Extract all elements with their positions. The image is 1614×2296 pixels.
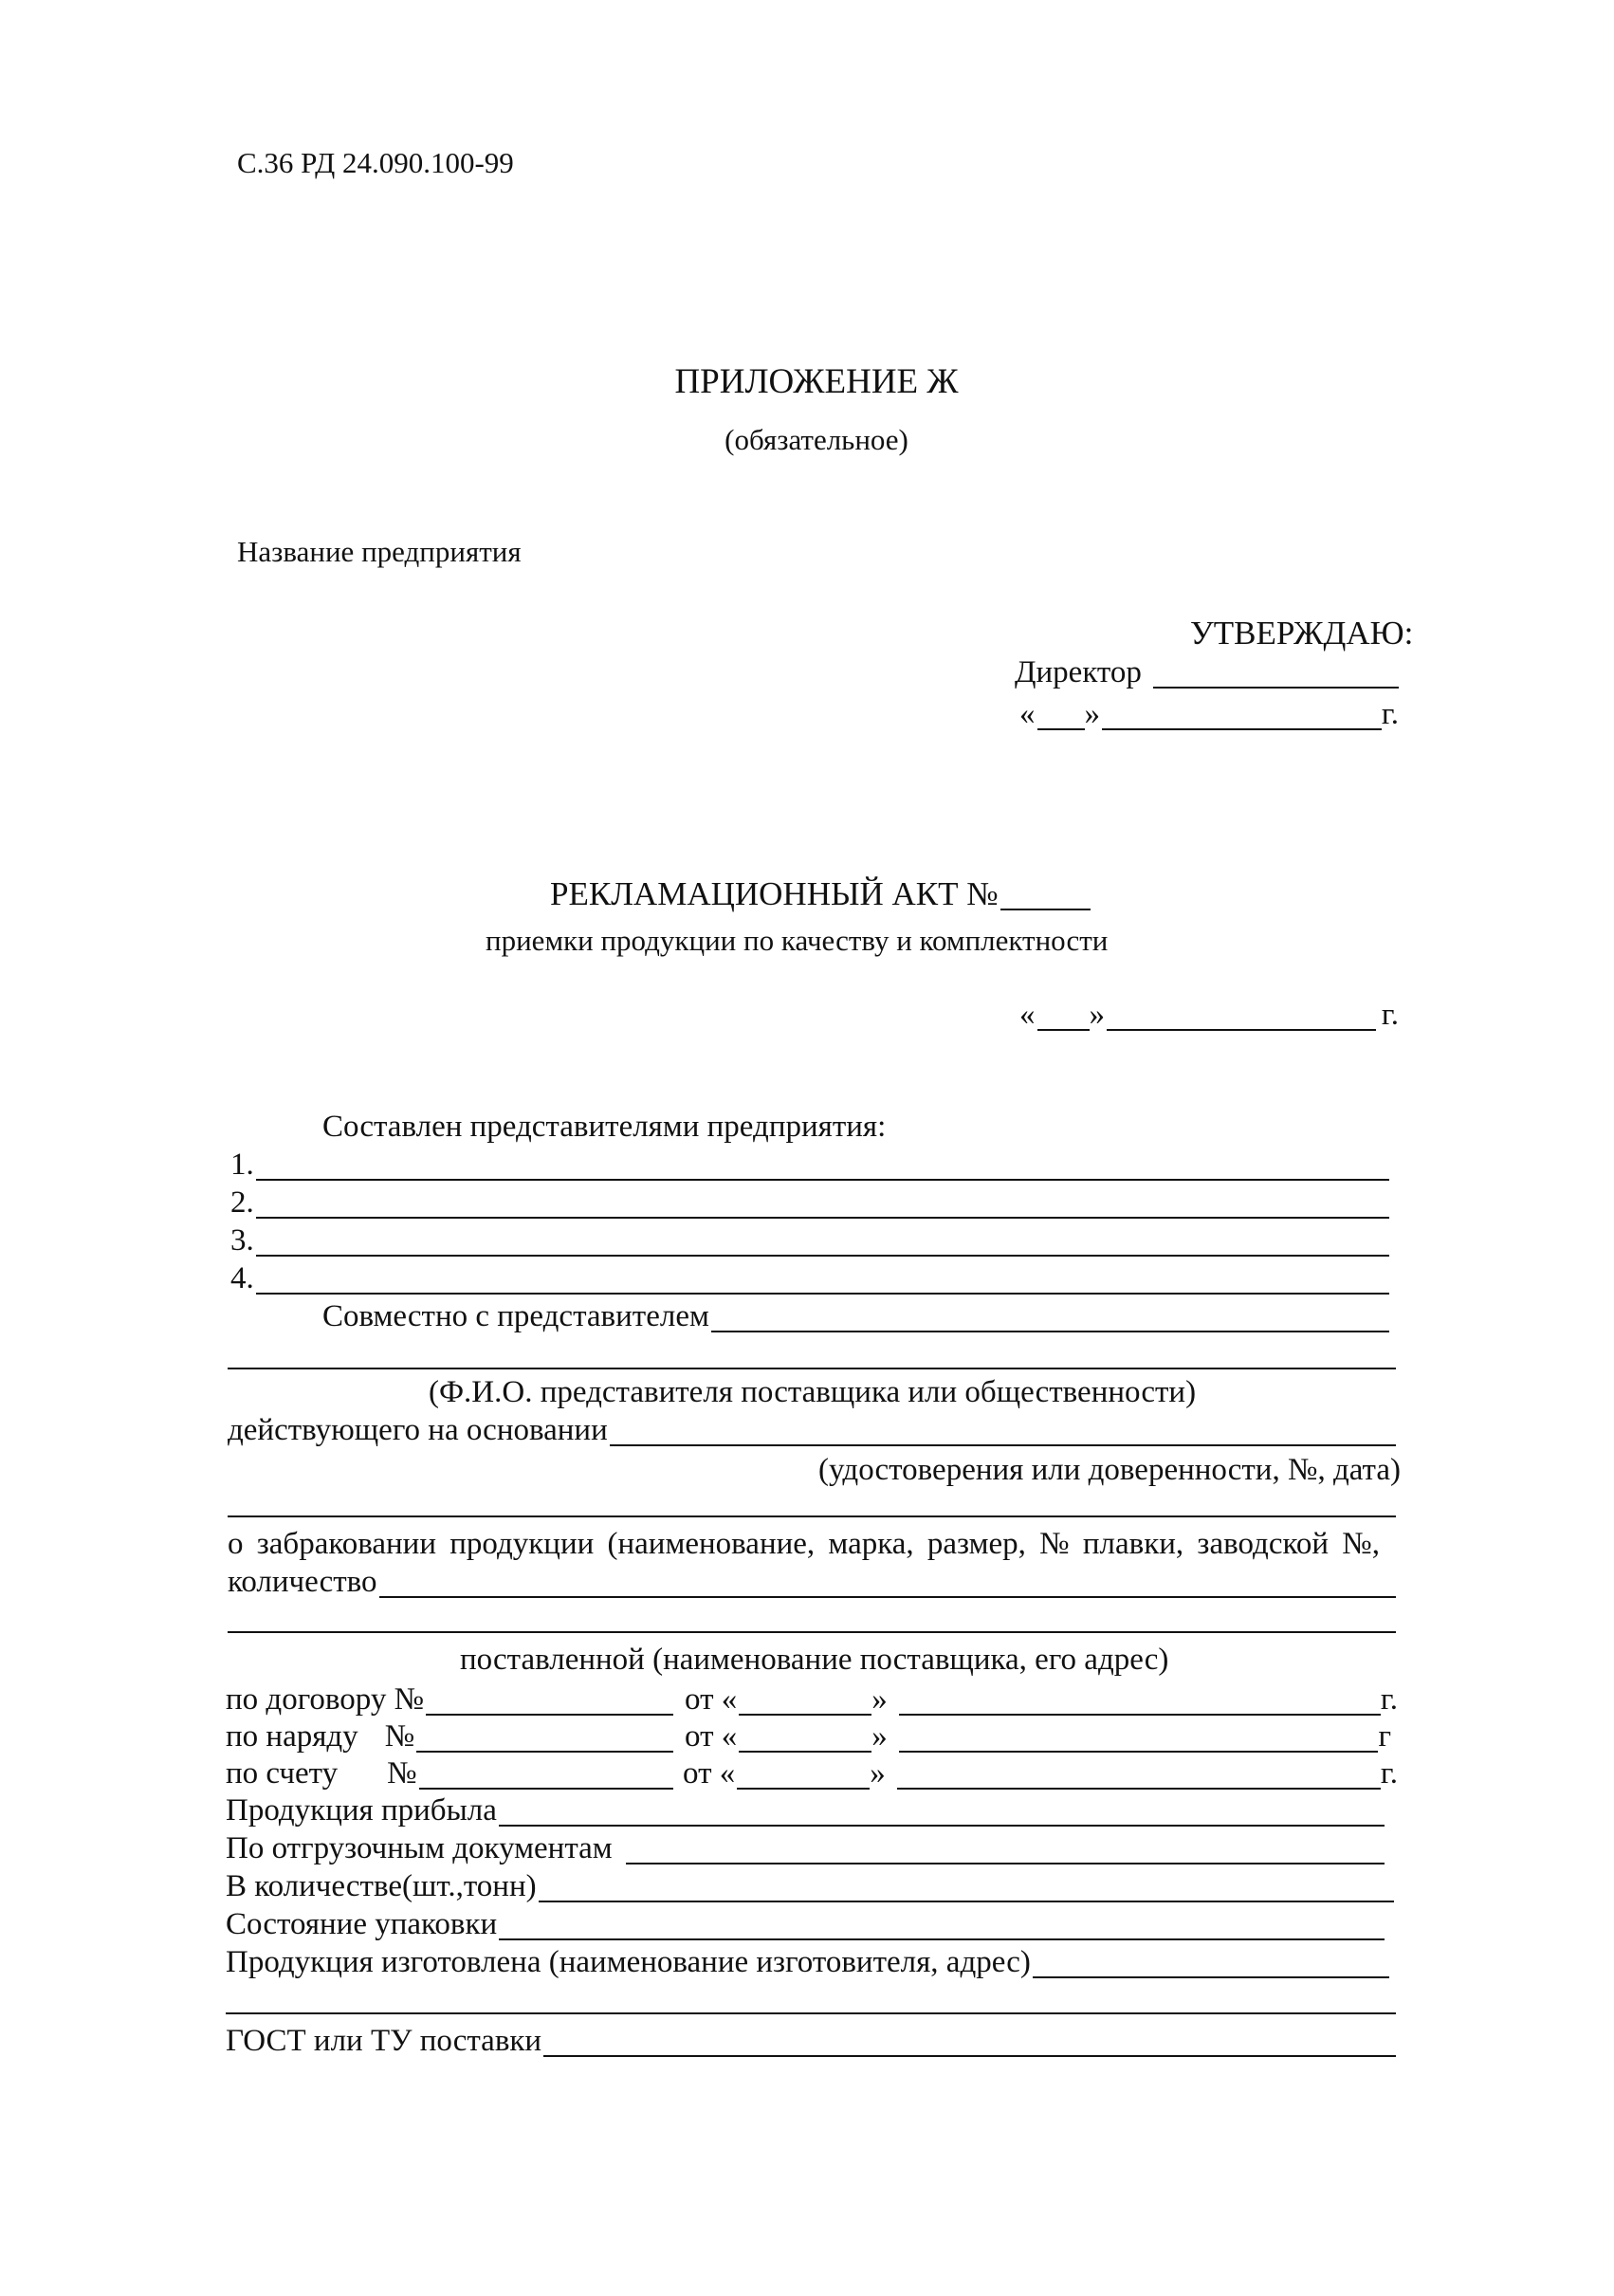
jointly-label: Совместно с представителем — [322, 1299, 709, 1333]
approval-date-field[interactable] — [1019, 699, 1399, 730]
contract-date-field[interactable] — [685, 1684, 1398, 1716]
shipping-docs-blank[interactable] — [626, 1862, 1385, 1864]
approval-month-blank[interactable] — [1102, 727, 1382, 730]
quantity-label: количество — [228, 1565, 377, 1599]
order-date-field[interactable] — [685, 1721, 1391, 1753]
invoice-number-sign: № — [387, 1756, 417, 1791]
packaging-label: Состояние упаковки — [226, 1907, 498, 1941]
representative-2-field[interactable] — [230, 1187, 1389, 1219]
jointly-continuation-line[interactable] — [228, 1368, 1396, 1369]
contract-number-blank[interactable] — [426, 1713, 673, 1716]
rep-blank-4[interactable] — [256, 1292, 1389, 1295]
contract-label: по договору № — [226, 1682, 425, 1717]
quantity-field[interactable] — [228, 1567, 1396, 1598]
manufactured-field[interactable] — [226, 1947, 1389, 1978]
rep-number-4: 4. — [230, 1261, 254, 1295]
acting-basis-label: действующего на основании — [228, 1413, 608, 1447]
basis-note: (удостоверения или доверенности, №, дата) — [818, 1453, 1401, 1487]
contract-quote-close: » — [871, 1682, 888, 1717]
rep-number-1: 1. — [230, 1148, 254, 1182]
invoice-from-label: от « — [683, 1756, 736, 1791]
contract-day-blank[interactable] — [739, 1713, 871, 1716]
contract-month-blank[interactable] — [899, 1713, 1381, 1716]
invoice-label: по счету — [226, 1756, 339, 1791]
act-date-open: « — [1019, 998, 1036, 1032]
representative-1-field[interactable] — [230, 1149, 1389, 1181]
approval-day-blank[interactable] — [1037, 727, 1085, 730]
invoice-month-blank[interactable] — [897, 1787, 1381, 1790]
jointly-field[interactable] — [322, 1301, 1389, 1332]
director-label: Директор — [1015, 655, 1142, 689]
representative-3-field[interactable] — [230, 1225, 1389, 1257]
act-date-close: » — [1089, 998, 1105, 1032]
manufactured-blank[interactable] — [1033, 1975, 1389, 1978]
act-year-suffix: г. — [1381, 998, 1399, 1032]
enterprise-name-label: Название предприятия — [237, 535, 522, 568]
rep-blank-1[interactable] — [256, 1178, 1389, 1181]
arrived-field[interactable] — [226, 1795, 1385, 1827]
invoice-date-field[interactable] — [683, 1758, 1398, 1790]
order-month-blank[interactable] — [899, 1750, 1379, 1753]
order-number-sign: № — [384, 1719, 415, 1754]
act-title: РЕКЛАМАЦИОННЫЙ АКТ № — [550, 875, 999, 912]
act-number-blank[interactable] — [1000, 908, 1091, 910]
order-number-blank[interactable] — [416, 1750, 673, 1753]
composed-by-label: Составлен представителями предприятия: — [322, 1110, 887, 1144]
act-day-blank[interactable] — [1037, 1028, 1090, 1031]
packaging-blank[interactable] — [499, 1938, 1385, 1940]
quantity-blank[interactable] — [379, 1595, 1396, 1598]
invoice-number-field[interactable] — [226, 1758, 673, 1790]
jointly-blank[interactable] — [711, 1330, 1389, 1332]
invoice-day-blank[interactable] — [737, 1787, 870, 1790]
fio-note: (Ф.И.О. представителя поставщика или общественности) — [429, 1375, 1197, 1409]
contract-from-label: от « — [685, 1682, 738, 1717]
invoice-quote-close: » — [870, 1756, 886, 1791]
page-reference: С.36 РД 24.090.100-99 — [237, 146, 514, 179]
order-label: по наряду — [226, 1719, 358, 1754]
packaging-field[interactable] — [226, 1909, 1385, 1940]
invoice-year: г. — [1380, 1756, 1398, 1791]
act-subtitle: приемки продукции по качеству и комплектности — [486, 924, 1109, 957]
gost-label: ГОСТ или ТУ поставки — [226, 2024, 542, 2058]
basis-continuation-line[interactable] — [228, 1515, 1396, 1517]
rep-blank-2[interactable] — [256, 1216, 1389, 1219]
manufactured-continuation-line[interactable] — [226, 2012, 1396, 2014]
gost-field[interactable] — [226, 2026, 1396, 2057]
representative-4-field[interactable] — [230, 1263, 1389, 1295]
rep-number-3: 3. — [230, 1223, 254, 1258]
order-from-label: от « — [685, 1719, 738, 1754]
approval-date-close: » — [1084, 697, 1100, 731]
act-month-blank[interactable] — [1107, 1028, 1376, 1031]
in-quantity-blank[interactable] — [539, 1900, 1394, 1902]
arrived-label: Продукция прибыла — [226, 1793, 497, 1828]
supplied-note: поставленной (наименование поставщика, его адрес) — [460, 1643, 1169, 1677]
acting-basis-blank[interactable] — [610, 1443, 1396, 1446]
act-title-field — [550, 877, 1081, 910]
order-year: г — [1378, 1719, 1391, 1754]
arrived-blank[interactable] — [499, 1824, 1385, 1827]
appendix-subtitle: (обязательное) — [724, 423, 908, 456]
in-quantity-label: В количестве(шт.,тонн) — [226, 1869, 537, 1903]
appendix-title: ПРИЛОЖЕНИЕ Ж — [674, 362, 959, 401]
contract-number-field[interactable] — [226, 1684, 673, 1716]
order-day-blank[interactable] — [739, 1750, 871, 1753]
rep-number-2: 2. — [230, 1185, 254, 1220]
order-quote-close: » — [871, 1719, 888, 1754]
gost-blank[interactable] — [543, 2054, 1396, 2057]
in-quantity-field[interactable] — [226, 1871, 1394, 1902]
order-number-field[interactable] — [226, 1721, 673, 1753]
contract-year: г. — [1380, 1682, 1398, 1717]
rejection-text: о забраковании продукции (наименование, марка, размер, № плавки, заводской №, — [228, 1527, 1380, 1561]
rep-blank-3[interactable] — [256, 1254, 1389, 1257]
acting-basis-field[interactable] — [228, 1415, 1396, 1446]
manufactured-label: Продукция изготовлена (наименование изготовителя, адрес) — [226, 1945, 1031, 1979]
shipping-docs-field[interactable] — [226, 1833, 1385, 1864]
approval-heading: УТВЕРЖДАЮ: — [1190, 615, 1414, 652]
approval-date-open: « — [1019, 697, 1036, 731]
approval-year-suffix: г. — [1381, 697, 1399, 731]
act-date-field[interactable] — [1019, 1000, 1399, 1031]
shipping-docs-label: По отгрузочным документам — [226, 1831, 613, 1865]
quantity-continuation-line[interactable] — [228, 1631, 1396, 1633]
invoice-number-blank[interactable] — [419, 1787, 673, 1790]
director-blank[interactable] — [1153, 686, 1399, 689]
director-signature-field[interactable] — [1015, 657, 1399, 689]
